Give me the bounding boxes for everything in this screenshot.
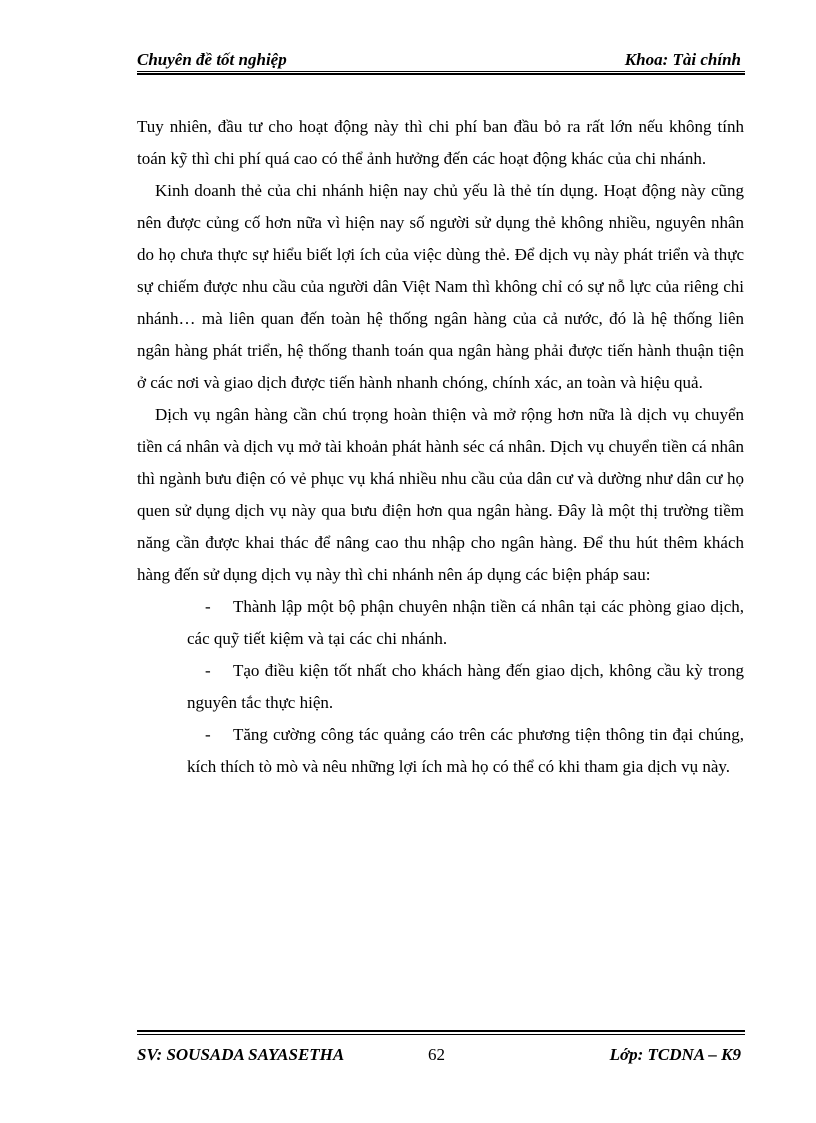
footer-class: Lớp: TCDNA – K9 [609, 1045, 741, 1064]
list-item-text: Thành lập một bộ phận chuyên nhận tiền cá nhân tại các phòng giao dịch, các quỹ tiết kiệm và tại các chi nhánh. [187, 597, 744, 648]
paragraph-2: Kinh doanh thẻ của chi nhánh hiện nay chủ yếu là thẻ tín dụng. Hoạt động này cũng nên được củng cố hơn nữa vì hiện nay số người sử dụng thẻ không nhiều, nguyên nhân do họ chưa thực sự hiểu biết lợi ích của việc dùng thẻ. Để dịch vụ này phát triển và thực sự chiếm được nhu cầu của người dân Việt Nam thì không chỉ có sự nỗ lực của riêng chi nhánh… mà liên quan đến toàn hệ thống ngân hàng của cả nước, đó là hệ thống liên ngân hàng phát triển, hệ thống thanh toán qua ngân hàng phải được tiến hành thuận tiện ở các nơi và giao dịch được tiến hành nhanh chóng, chính xác, an toàn và hiệu quả. [137, 181, 744, 392]
footer-rule-thin [137, 1034, 745, 1035]
footer-rule-thick [137, 1030, 745, 1032]
bullet-dash: - [205, 597, 211, 616]
page-number: 62 [428, 1045, 445, 1064]
paragraph-3: Dịch vụ ngân hàng cần chú trọng hoàn thiện và mở rộng hơn nữa là dịch vụ chuyển tiền cá nhân và dịch vụ mở tài khoản phát hành séc cá nhân. Dịch vụ chuyển tiền cá nhân thì ngành bưu điện có vẻ phục vụ khá nhiều nhu cầu của dân cư và dường như dân cư họ quen sử dụng dịch vụ này qua bưu điện hơn qua ngân hàng. Đây là một thị trường tiềm năng cần được khai thác để nâng cao thu nhập cho ngân hàng. Để thu hút thêm khách hàng đến sử dụng dịch vụ này thì chi nhánh nên áp dụng các biện pháp sau: [137, 405, 744, 584]
page-footer [137, 1045, 741, 1067]
footer-student-name: SV: SOUSADA SAYASETHA [137, 1045, 345, 1064]
list-item-text: Tăng cường công tác quảng cáo trên các phương tiện thông tin đại chúng, kích thích tò mò và nêu những lợi ích mà họ có thể có khi tham gia dịch vụ này. [187, 725, 744, 776]
bullet-dash: - [205, 725, 211, 744]
list-item-text: Tạo điều kiện tốt nhất cho khách hàng đến giao dịch, không cầu kỳ trong nguyên tắc thực hiện. [187, 661, 744, 712]
bullet-dash: - [205, 661, 211, 680]
header-faculty: Khoa: Tài chính [624, 50, 741, 69]
document-body [137, 111, 744, 783]
page-header [137, 50, 741, 72]
header-course-title: Chuyên đề tốt nghiệp [137, 50, 287, 69]
list-item [137, 591, 744, 655]
list-item [137, 719, 744, 783]
header-rule-thin [137, 71, 745, 72]
header-rule-thick [137, 73, 745, 75]
list-item [137, 655, 744, 719]
paragraph-1: Tuy nhiên, đầu tư cho hoạt động này thì chi phí ban đầu bỏ ra rất lớn nếu không tính toán kỹ thì chi phí quá cao có thể ảnh hưởng đến các hoạt động khác của chi nhánh. [137, 117, 744, 168]
